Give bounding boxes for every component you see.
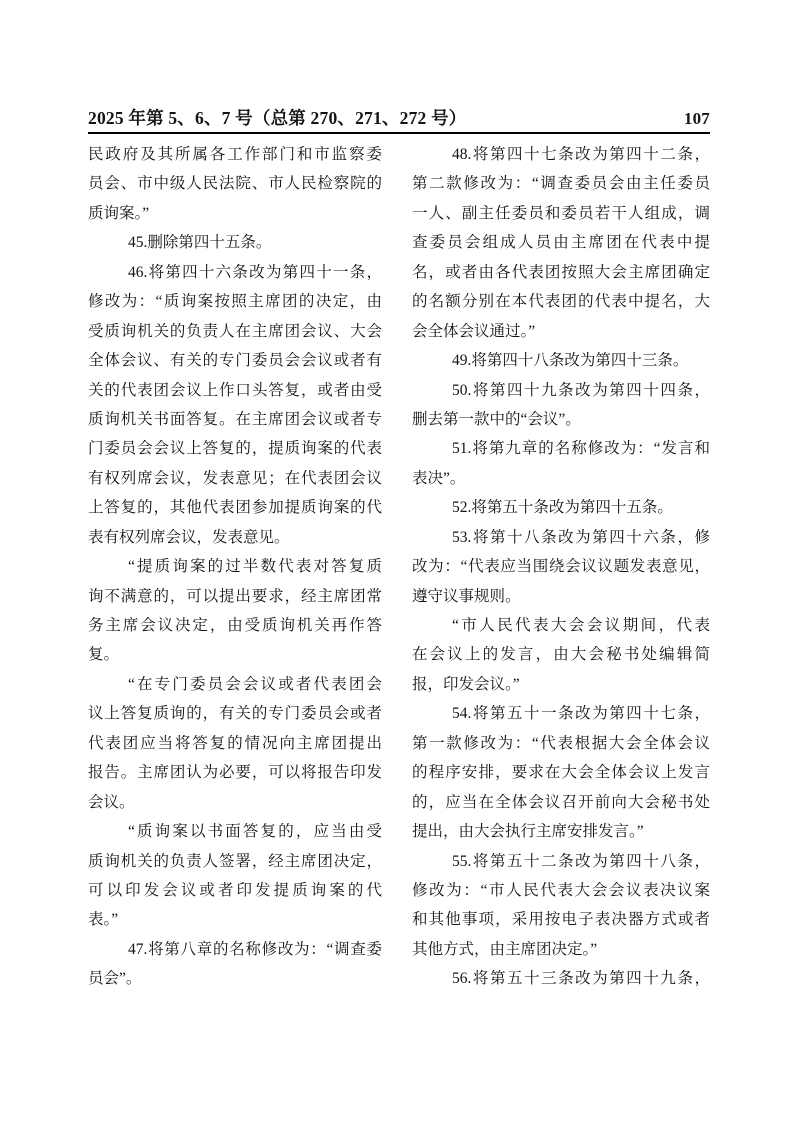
text-line: 45.删除第四十五条。 xyxy=(128,234,272,252)
text-line: 51.将第九章的名称修改为：“发言和 xyxy=(452,440,710,458)
text-line: 48.将第四十七条改为第四十二条， xyxy=(452,146,710,163)
text-line: 可以印发会议或者印发提质询案的代 xyxy=(88,881,382,899)
text-line: 56.将第五十三条改为第四十九条， xyxy=(452,970,710,988)
text-line: 第一款修改为：“代表根据大会全体会议 xyxy=(412,734,710,752)
text-line: 员会、市中级人民法院、市人民检察院的 xyxy=(88,175,382,193)
text-line: 在会议上的发言，由大会秘书处编辑简 xyxy=(412,646,710,664)
text-line: 门委员会会议上答复的，提质询案的代表 xyxy=(88,440,382,458)
text-line: 一人、副主任委员和委员若干人组成，调 xyxy=(412,204,710,222)
text-line: 员会”。 xyxy=(88,970,142,988)
header-rule xyxy=(88,132,710,134)
text-line: 的，应当在全体会议召开前向大会秘书处 xyxy=(412,793,710,811)
text-line: 的名额分别在本代表团的代表中提名，大 xyxy=(412,293,710,311)
text-columns xyxy=(88,140,710,994)
text-line: 议上答复质询的，有关的专门委员会或者 xyxy=(88,705,382,723)
text-line: 表。” xyxy=(88,911,119,929)
text-line: 质询案。” xyxy=(88,204,150,222)
text-line: 47.将第八章的名称修改为：“调查委 xyxy=(128,940,382,958)
text-line: 46.将第四十六条改为第四十一条， xyxy=(128,263,382,281)
text-line: 55.将第五十二条改为第四十八条， xyxy=(452,852,710,870)
text-line: 查委员会组成人员由主席团在代表中提 xyxy=(412,234,710,252)
text-line: 质询机关书面答复。在主席团会议或者专 xyxy=(88,410,382,428)
text-line: 表有权列席会议，发表意见。 xyxy=(88,528,290,546)
text-line: 复。 xyxy=(88,646,120,664)
text-line: 50.将第四十九条改为第四十四条， xyxy=(452,381,710,399)
text-line: 民政府及其所属各工作部门和市监察委 xyxy=(88,146,382,163)
text-line: 54.将第五十一条改为第四十七条， xyxy=(452,705,710,723)
text-line: “市人民代表大会会议期间，代表 xyxy=(452,617,710,634)
text-line: 代表团应当将答复的情况向主席团提出 xyxy=(88,734,382,752)
text-line: 询不满意的，可以提出要求，经主席团常 xyxy=(88,587,382,605)
text-line: 修改为：“质询案按照主席团的决定，由 xyxy=(88,293,382,311)
text-line: 质询机关的负责人签署，经主席团决定， xyxy=(88,852,382,870)
text-line: 的程序安排，要求在大会全体会议上发言 xyxy=(412,764,710,782)
text-line: 受质询机关的负责人在主席团会议、大会 xyxy=(88,322,382,340)
text-line: “质询案以书面答复的，应当由受 xyxy=(128,823,382,841)
text-line: 第二款修改为：“调查委员会由主任委员 xyxy=(412,175,710,193)
column-left xyxy=(88,140,382,994)
text-line: 遵守议事规则。 xyxy=(412,587,521,605)
page-number: 107 xyxy=(683,109,710,128)
text-line: 和其他事项，采用按电子表决器方式或者 xyxy=(412,911,710,929)
text-line: 表决”。 xyxy=(412,469,466,487)
text-line: 会全体会议通过。” xyxy=(412,322,536,340)
text-line: 上答复的，其他代表团参加提质询案的代 xyxy=(88,499,382,517)
text-line: 删去第一款中的“会议”。 xyxy=(412,410,581,428)
text-line: 有权列席会议，发表意见；在代表团会议 xyxy=(88,469,382,487)
text-line: 49.将第四十八条改为第四十三条。 xyxy=(452,352,689,370)
text-line: 会议。 xyxy=(88,793,135,811)
text-line: 52.将第五十条改为第四十五条。 xyxy=(452,499,673,517)
column-right xyxy=(412,140,710,994)
text-line: 其他方式，由主席团决定。” xyxy=(412,940,598,958)
text-line: 报，印发会议。” xyxy=(412,675,520,693)
page-content xyxy=(88,106,710,994)
text-line: 报告。主席团认为必要，可以将报告印发 xyxy=(88,764,382,782)
text-line: 修改为：“市人民代表大会会议表决议案 xyxy=(412,881,710,899)
text-line: “在专门委员会会议或者代表团会 xyxy=(128,675,382,693)
text-line: 务主席会议决定，由受质询机关再作答 xyxy=(88,617,382,634)
text-line: 全体会议、有关的专门委员会会议或者有 xyxy=(88,352,382,370)
text-line: 名，或者由各代表团按照大会主席团确定 xyxy=(412,263,710,281)
text-line: 53.将第十八条改为第四十六条，修 xyxy=(452,528,710,546)
text-line: 提出，由大会执行主席安排发言。” xyxy=(412,823,644,841)
text-line: “提质询案的过半数代表对答复质 xyxy=(128,558,382,576)
page-header xyxy=(88,106,710,130)
issue-label: 2025 年第 5、6、7 号（总第 270、271、272 号） xyxy=(88,108,467,128)
text-line: 改为：“代表应当围绕会议议题发表意见， xyxy=(412,558,710,576)
text-line: 关的代表团会议上作口头答复，或者由受 xyxy=(88,381,382,399)
